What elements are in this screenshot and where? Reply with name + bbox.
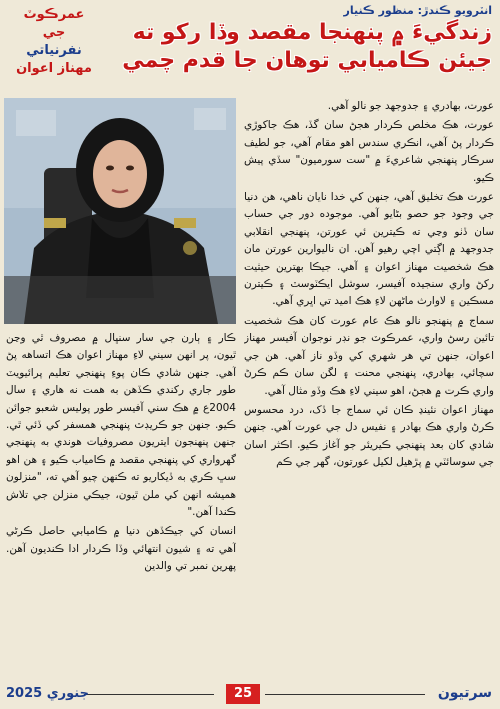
paragraph: عورت، بهادري ۽ جدوجهد جو نالو آهي.	[327, 100, 494, 112]
side-title	[12, 6, 96, 78]
article-header	[122, 4, 492, 75]
headline-line2: جيئن ڪاميابي توهان جا قدم چمي	[122, 48, 492, 73]
paragraph: سماج ۾ پنهنجو نالو هڪ عام عورت کان هڪ شخصيت تائين رسڻ واري، عمرڪوٽ جو نڊر نوجوان آفيسر مهناز اعوان، جنهن تي هر شهري کي وڏو ناز آهي. هن جي سچائي، بهادري، پنهنجي محنت ۽ لگن سان ڪم ڪرڻ واري ڪرت ۾ هجڻ، اهو سيني لاءِ هڪ وڏو مثال آهي.	[244, 314, 494, 397]
paragraph: عورت هڪ تخليق آهي، جنهن کي خدا نايان ناهي، هن دنيا جي وجود جو حصو بڻايو آهي. موجوده دور جي حساب سان ڏٺو وڃي ته ڪيترين ئي عورتن، پنهنجي انقلابي جدوجهد ۾ اڳتي اچي رهيو آهن. ان ناليوارين عورتن مان هڪ شخصيت مهناز اعوان ۽ آهي. جيڪا بهترين حيثيت رکڻ واري سنجيده آفيسر، سوشل ايڪٽوسٽ ۽ ڪيترن مسڪين ۽ لاوارث ماڻهن لاءِ هڪ اميد تي اڀري آهي.	[244, 191, 494, 308]
side-title-line2: نفرنياتي	[26, 43, 82, 58]
article-column-left	[6, 330, 236, 680]
portrait-photo	[4, 98, 236, 324]
headline-line1: زندگيءَ ۾ پنهنجا مقصد وڏا رکو ته	[132, 20, 492, 45]
magazine-name: سرتيون	[437, 685, 492, 701]
headline	[122, 19, 492, 75]
paragraph: ڪار ۽ ٻارن جي سار سنڀال ۾ مصروف ٿي وڃن ٿيون، پر انهن سيني لاءِ مهناز اعوان هڪ اتساهه پڻ آهي. جنهن شادي ڪان پوءِ پنهنجي تعليم پرائيويٽ طور جاري رکندي ڪڏهن به همت نه هاري ۽ سال 2004ع ۾ هڪ سني آفيسر طور پوليس شعبو جوائن ڪيو. جنهن جو ڪريڊٽ پنهنجي همسفر کي ڏئي ٿي. جنهن پنهنجون ايتريون مصروفيات هوندي به پنهنجي گهرواري کي پنهنجي مقصد ۾ ڪامياب ڪيو ۽ هن اهو سڀ ڪري به ڏيکاريو ته ڪنهن چيو آهي ته، "منزلون هميشه انهن کي ملن ٿيون، جيڪي منزلن جي تلاش ڪندا آهن."	[6, 332, 236, 519]
paragraph: عورت، هڪ مخلص ڪردار هجڻ سان گڏ، هڪ جاکوڙي ڪردار پڻ آهي، انڪري سندس اهو مقام آهي، جو لطيف سرڪار پنهنجي شاعريءَ ۾ "ست سورميون" سڏي پيش ڪيو.	[244, 119, 494, 184]
paragraph: انسان کي جيڪڏهن دنيا ۾ ڪاميابي حاصل ڪرڻي آهي ته ۽ شيون انتهائي وڏا ڪردار ادا ڪنديون آهن. پهرين نمبر تي والدين	[6, 525, 236, 573]
footer-rule	[84, 694, 214, 695]
page-number-badge: 25	[226, 684, 260, 704]
side-title-line3: مهناز اعوان	[16, 61, 92, 76]
footer-rule	[265, 694, 425, 695]
page-footer	[0, 684, 500, 709]
footer-date: جنوري 2025	[6, 686, 89, 701]
side-title-line1: عمرڪوٽ جي	[23, 7, 85, 40]
interview-byline: انٽرويو ڪندڙ: منظور ڪنيار	[343, 4, 492, 17]
article-column-right	[244, 98, 494, 678]
paragraph: مهناز اعوان نئينڍ ڪان ئي سماج جا ڏک، درد محسوس ڪرڻ واري هڪ بهادر ۽ نفيس دل جي عورت آهي. جنهن شادي کان بعد پنهنجي ڪيريئر جو آغاز ڪيو. اڪثر اسان جي سوسائٽي ۾ پڙهيل لکيل عورتون، گهر جي ڪم	[244, 403, 494, 469]
